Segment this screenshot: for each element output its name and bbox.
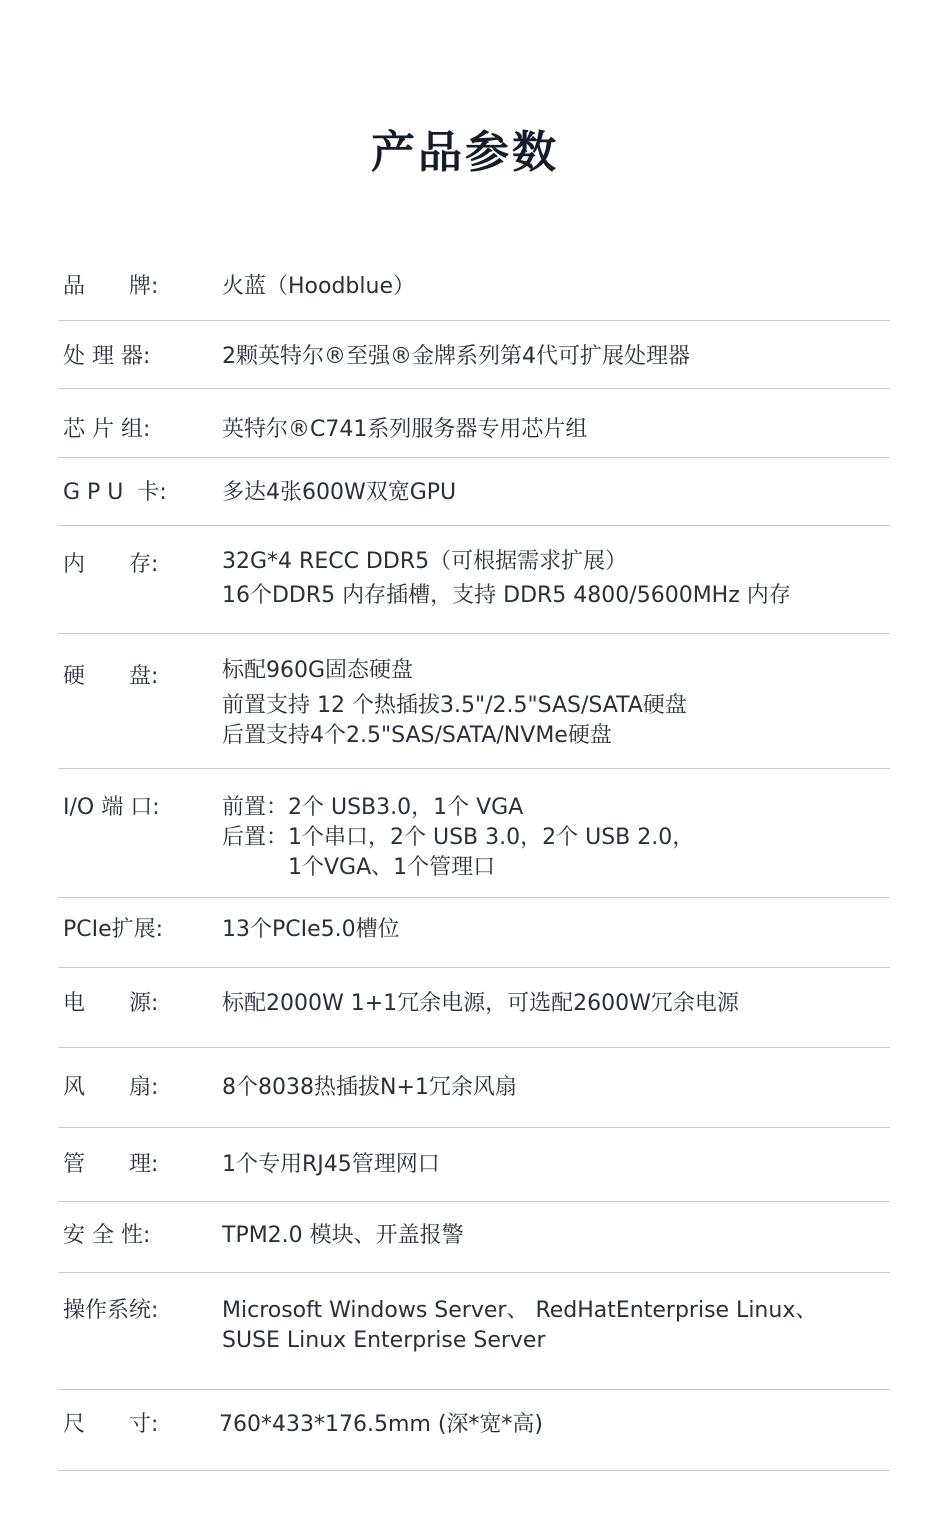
spec-value-line: 火蓝（Hoodblue） [222, 274, 415, 299]
spec-value [222, 989, 882, 1019]
spec-label: 风 扇: [63, 1075, 159, 1100]
spec-value-line: TPM2.0 模块、开盖报警 [222, 1223, 464, 1248]
spec-label: G P U 卡: [63, 480, 167, 505]
spec-value-line: 后置：1个串口，2个 USB 3.0，2个 USB 2.0， [222, 825, 695, 850]
spec-value-line: 多达4张600W双宽GPU [222, 480, 457, 505]
spec-row-brand [58, 255, 890, 321]
spec-label: I/O 端 口: [63, 795, 160, 820]
spec-row-gpu [58, 458, 890, 526]
spec-value [222, 547, 882, 611]
spec-label: 安 全 性: [63, 1223, 151, 1248]
spec-row-chipset [58, 389, 890, 458]
spec-value-line: 1个VGA、1个管理口 [222, 855, 496, 880]
spec-row-fans [58, 1048, 890, 1128]
spec-value [222, 478, 882, 508]
spec-value [222, 1296, 882, 1356]
spec-row-os [58, 1273, 890, 1390]
spec-row-power [58, 968, 890, 1048]
spec-row-storage [58, 634, 890, 769]
spec-row-io-ports [58, 769, 890, 898]
spec-value [222, 342, 882, 372]
spec-value [219, 1410, 879, 1440]
spec-label: 品 牌: [63, 274, 159, 299]
spec-value-line: 2颗英特尔®至强®金牌系列第4代可扩展处理器 [222, 344, 690, 369]
spec-value-line: 标配2000W 1+1冗余电源，可选配2600W冗余电源 [222, 991, 739, 1016]
spec-value-line: 1个专用RJ45管理网口 [222, 1152, 440, 1177]
spec-value [222, 1073, 882, 1103]
spec-label: 芯 片 组: [63, 417, 151, 442]
spec-label: 硬 盘: [63, 664, 159, 689]
spec-label: 处 理 器: [63, 344, 151, 369]
spec-value [222, 915, 882, 945]
spec-value [222, 793, 882, 883]
spec-row-management [58, 1128, 890, 1202]
spec-row-security [58, 1202, 890, 1273]
spec-value-line: 标配960G固态硬盘 [222, 658, 414, 683]
spec-label: 操作系统: [63, 1298, 159, 1323]
spec-value [222, 415, 882, 445]
spec-value [222, 1150, 882, 1180]
spec-label: 尺 寸: [63, 1412, 159, 1437]
spec-label: 内 存: [63, 552, 159, 577]
spec-value-line: 8个8038热插拔N+1冗余风扇 [222, 1075, 517, 1100]
spec-value-line: 后置支持4个2.5"SAS/SATA/NVMe硬盘 [222, 723, 612, 748]
spec-value-line: 32G*4 RECC DDR5（可根据需求扩展） [222, 549, 628, 574]
spec-value-line: 760*433*176.5mm (深*宽*高) [219, 1412, 543, 1437]
spec-label: PCIe扩展: [63, 917, 164, 942]
spec-value-line: Microsoft Windows Server、 RedHatEnterprise Linux、 [222, 1298, 818, 1323]
spec-label: 管 理: [63, 1152, 159, 1177]
spec-value-line: 前置：2个 USB3.0，1个 VGA [222, 795, 524, 820]
spec-value-line: 前置支持 12 个热插拔3.5"/2.5"SAS/SATA硬盘 [222, 693, 687, 718]
spec-row-pcie [58, 898, 890, 968]
spec-value-line: 英特尔®C741系列服务器专用芯片组 [222, 417, 588, 442]
spec-row-processor [58, 321, 890, 389]
spec-value [222, 272, 882, 302]
spec-value [222, 1221, 882, 1251]
spec-row-memory [58, 526, 890, 634]
spec-row-dimensions [58, 1390, 890, 1471]
spec-value-line: 13个PCIe5.0槽位 [222, 917, 400, 942]
spec-value-line: SUSE Linux Enterprise Server [222, 1328, 546, 1353]
spec-label: 电 源: [63, 991, 159, 1016]
spec-value [222, 656, 882, 751]
page-title: 产品参数 [371, 127, 559, 178]
spec-value-line: 16个DDR5 内存插槽，支持 DDR5 4800/5600MHz 内存 [222, 583, 791, 608]
